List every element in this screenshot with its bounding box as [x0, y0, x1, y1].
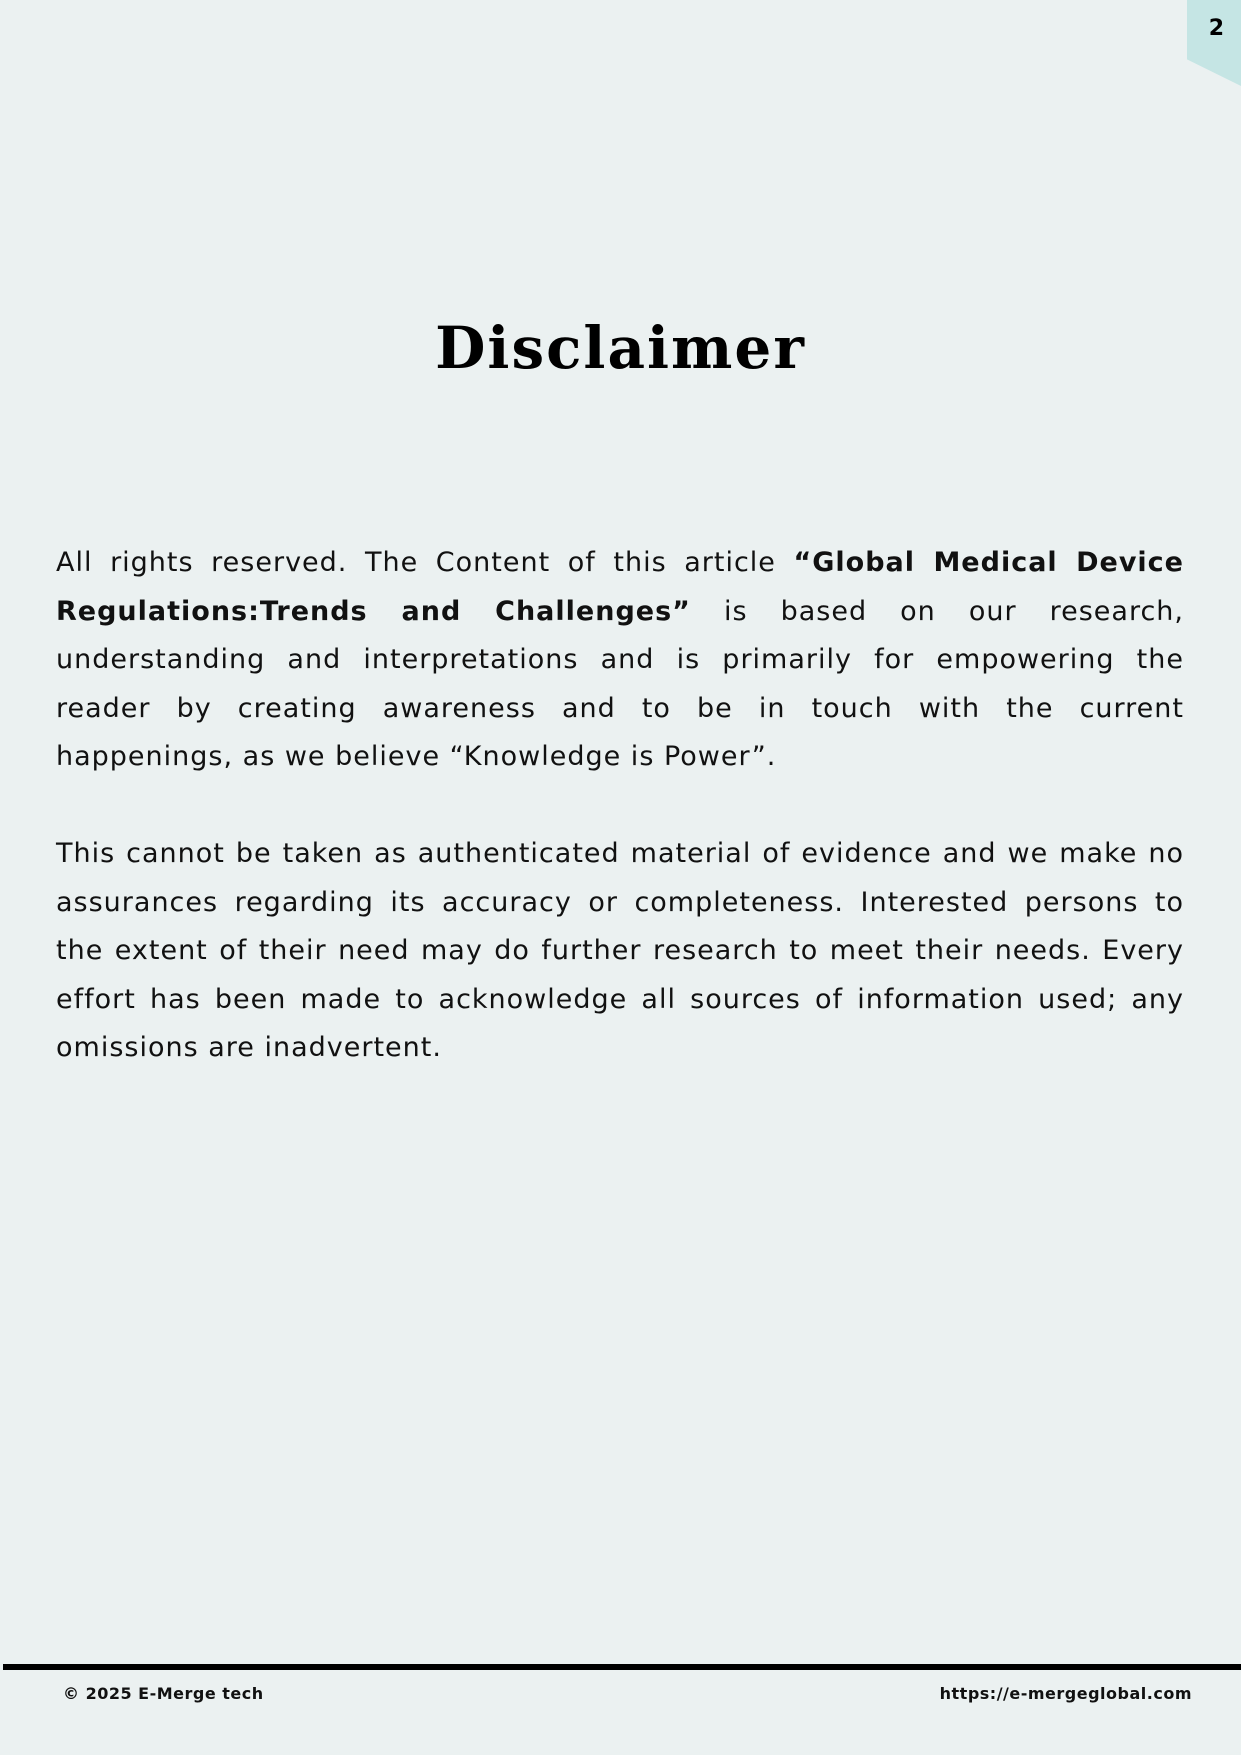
page-title: Disclaimer — [435, 314, 806, 382]
disclaimer-paragraph-1 — [56, 539, 1184, 782]
page-corner-tab — [1187, 0, 1241, 86]
disclaimer-paragraph-2: This cannot be taken as authenticated material of evidence and we make no assurances regarding its accuracy or completeness. Interested persons to the extent of their need may do further research to meet their needs. Every effort has been made to acknowledge all sources of information used; any omissions are inadvertent. — [56, 838, 1184, 1064]
paragraph-1-rest: is based on our research, understanding and interpretations and is primarily for empowering the reader by creating awareness and to be in touch with the current happenings, as we believe “Knowledge is Power”. — [56, 595, 1185, 773]
footer-copyright: © 2025 E-Merge tech — [63, 1684, 264, 1703]
footer-divider — [3, 1664, 1241, 1670]
footer-url-link[interactable]: https://e-mergeglobal.com — [939, 1684, 1192, 1703]
article-title: “Global Medical Device Regulations:Trends and Challenges” — [56, 547, 1184, 627]
paragraph-1-intro: All rights reserved. The Content of this article — [56, 547, 794, 578]
page-number: 2 — [1208, 16, 1224, 41]
